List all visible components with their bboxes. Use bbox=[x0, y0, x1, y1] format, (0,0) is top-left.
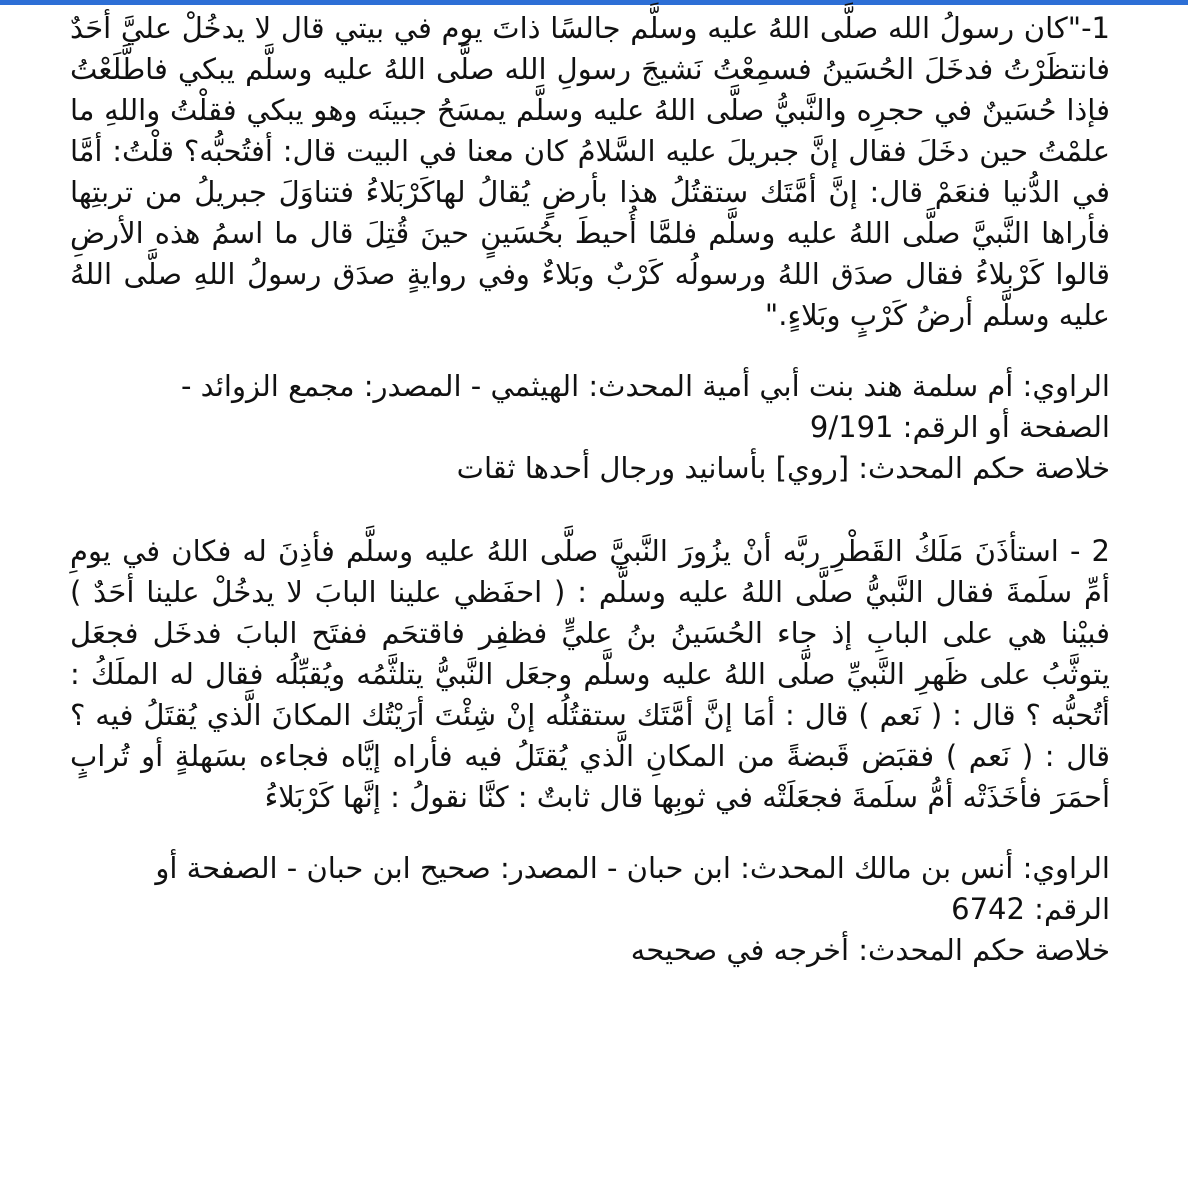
hadith-2-narrator: الراوي: أنس بن مالك المحدث: ابن حبان - المصدر: صحيح ابن حبان - الصفحة أو bbox=[155, 851, 1110, 885]
hadith-1-metadata bbox=[70, 366, 1110, 489]
hadith-2-metadata bbox=[70, 848, 1110, 971]
hadith-2-page-number: الرقم: 6742 bbox=[951, 892, 1110, 926]
hadith-1-page-number: الصفحة أو الرقم: 9/191 bbox=[809, 410, 1110, 444]
hadith-1-text: 1-"كان رسولُ الله صلَّى اللهُ عليه وسلَّم جالسًا ذاتَ يوم في بيتي قال لا يدخُلْ عليَّ أحَدٌ فانتظَرْتُ فدخَلَ الحُسَينُ فسمِعْتُ نَشيجَ رسولِ الله صلَّى اللهُ عليه وسلَّم يبكي فاطَّلَعْتُ فإذا حُسَينٌ في حجرِه والنَّبيُّ صلَّى اللهُ عليه وسلَّم يمسَحُ جبينَه وهو يبكي فقلْتُ واللهِ ما علمْتُ حين دخَلَ فقال إنَّ جبريلَ عليه السَّلامُ كان معنا في البيت قال: أفتُحبُّه؟ قلْتُ: أمَّا في الدُّنيا فنعَمْ قال: إنَّ أمَّتَك ستقتُلُ هذا بأرضٍ يُقالُ لهاكَرْبَلاءُ فتناوَلَ جبريلُ من تربتِها فأراها النَّبيَّ صلَّى اللهُ عليه وسلَّم فلمَّا أُحيطَ بحُسَينٍ حينَ قُتِلَ قال ما اسمُ هذه الأرضِ قالوا كَرْبلاءُ فقال صدَق اللهُ ورسولُه كَرْبٌ وبَلاءٌ وفي روايةٍ صدَق رسولُ اللهِ صلَّى اللهُ عليه وسلَّم أرضُ كَرْبٍ وبَلاءٍ." bbox=[70, 11, 1110, 332]
document-body bbox=[70, 8, 1110, 971]
hadith-1-narrator: الراوي: أم سلمة هند بنت أبي أمية المحدث: الهيثمي - المصدر: مجمع الزوائد - bbox=[180, 369, 1110, 403]
hadith-1 bbox=[70, 8, 1110, 489]
section-gap bbox=[70, 489, 1110, 531]
hadith-1-ruling: خلاصة حكم المحدث: [روي] بأسانيد ورجال أحدها ثقات bbox=[456, 451, 1110, 485]
hadith-2-ruling: خلاصة حكم المحدث: أخرجه في صحيحه bbox=[630, 933, 1110, 967]
hadith-2-text: 2 - استأذَنَ مَلَكُ القَطْرِ ربَّه أنْ يزُورَ النَّبيَّ صلَّى اللهُ عليه وسلَّم فأذِنَ له فكان في يومِ أمِّ سلَمةَ فقال النَّبيُّ صلَّى اللهُ عليه وسلَّم : ( احفَظي علينا البابَ لا يدخُلْ علينا أحَدٌ ) فبيْنا هي على البابِ إذ جاء الحُسَينُ بنُ عليٍّ فظفِر فاقتحَم ففتَح البابَ فدخَل فجعَل يتوثَّبُ على ظَهرِ النَّبيِّ صلَّى اللهُ عليه وسلَّم وجعَل النَّبيُّ يتلثَّمُه ويُقبِّلُه فقال له الملَكُ : أتُحبُّه ؟ قال : ( نَعم ) قال : أمَا إنَّ أمَّتَك ستقتُلُه إنْ شِئْتَ أرَيْتُك المكانَ الَّذي يُقتَلُ فيه ؟ قال : ( نَعم ) فقبَض قَبضةً من المكانِ الَّذي يُقتَلُ فيه فأراه إيَّاه فجاءه بسَهلةٍ أو تُرابٍ أحمَرَ فأخَذَتْه أمُّ سلَمةَ فجعَلَتْه في ثوبِها قال ثابتٌ : كنَّا نقولُ : إنَّها كَرْبَلاءُ bbox=[70, 534, 1110, 814]
top-border bbox=[0, 0, 1188, 5]
hadith-2 bbox=[70, 531, 1110, 971]
